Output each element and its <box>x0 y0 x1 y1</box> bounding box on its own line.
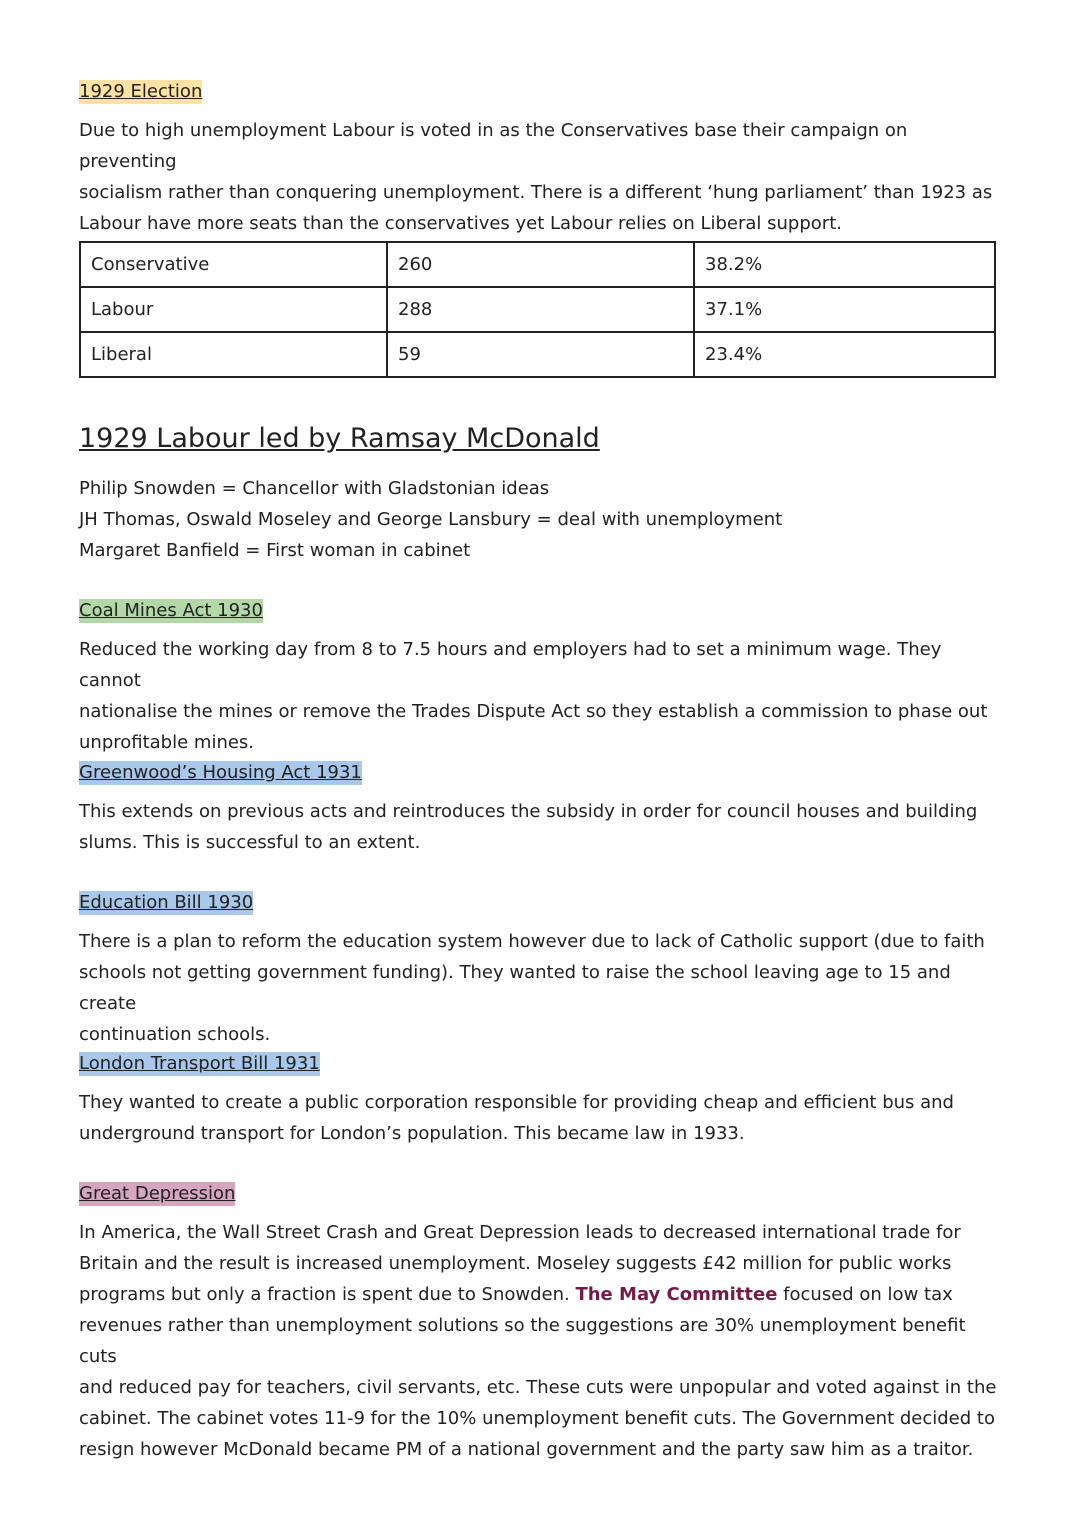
depression-line-2: Britain and the result is increased unemployment. Moseley suggests £42 million for public works <box>79 1253 952 1274</box>
table-cell-vote-share: 38.2% <box>694 242 995 287</box>
depression-line-3-start: programs but only a fraction is spent due to Snowden. <box>79 1284 576 1305</box>
education-line-3: continuation schools. <box>79 1024 271 1045</box>
depression-line-3-end: focused on low tax <box>777 1284 953 1305</box>
depression-line-5: and reduced pay for teachers, civil servants, etc. These cuts were unpopular and voted against in the <box>79 1377 997 1398</box>
table-cell-party: Liberal <box>80 332 387 377</box>
heading-1929-election: 1929 Election <box>79 81 203 102</box>
labour-cabinet-list <box>79 473 999 566</box>
heading-housing-act: Greenwood’s Housing Act 1931 <box>79 762 362 783</box>
table-cell-party: Labour <box>80 287 387 332</box>
table-cell-vote-share: 37.1% <box>694 287 995 332</box>
heading-london-transport-bill: London Transport Bill 1931 <box>79 1053 320 1074</box>
section-title-labour: 1929 Labour led by Ramsay McDonald <box>79 423 600 454</box>
table-row <box>80 287 995 332</box>
heading-coal-mines-act: Coal Mines Act 1930 <box>79 600 263 621</box>
heading-great-depression: Great Depression <box>79 1183 236 1204</box>
cabinet-line-3: Margaret Banfield = First woman in cabinet <box>79 540 471 561</box>
election-line-2: socialism rather than conquering unemployment. There is a different ‘hung parliament’ than 1923 as <box>79 182 993 203</box>
table-cell-vote-share: 23.4% <box>694 332 995 377</box>
depression-line-6: cabinet. The cabinet votes 11-9 for the 10% unemployment benefit cuts. The Government decided to <box>79 1408 995 1429</box>
table-row <box>80 242 995 287</box>
transport-paragraph <box>79 1087 999 1149</box>
election-line-3: Labour have more seats than the conservatives yet Labour relies on Liberal support. <box>79 213 842 234</box>
education-line-2: schools not getting government funding). They wanted to raise the school leaving age to 15 and create <box>79 962 951 1014</box>
election-results-table <box>79 241 996 378</box>
coal-line-2: nationalise the mines or remove the Trades Dispute Act so they establish a commission to phase out <box>79 701 988 722</box>
table-cell-seats: 288 <box>387 287 694 332</box>
coal-line-3: unprofitable mines. <box>79 732 255 753</box>
cabinet-line-2: JH Thomas, Oswald Moseley and George Lansbury = deal with unemployment <box>79 509 783 530</box>
coal-line-1: Reduced the working day from 8 to 7.5 hours and employers had to set a minimum wage. They cannot <box>79 639 942 691</box>
transport-line-2: underground transport for London’s population. This became law in 1933. <box>79 1123 745 1144</box>
table-cell-seats: 59 <box>387 332 694 377</box>
election-line-1: Due to high unemployment Labour is voted in as the Conservatives base their campaign on preventing <box>79 120 908 172</box>
coal-mines-paragraph <box>79 634 999 758</box>
heading-education-bill: Education Bill 1930 <box>79 892 254 913</box>
housing-line-1: This extends on previous acts and reintroduces the subsidy in order for council houses and building <box>79 801 978 822</box>
may-committee-emphasis: The May Committee <box>575 1284 778 1305</box>
table-cell-party: Conservative <box>80 242 387 287</box>
table-cell-seats: 260 <box>387 242 694 287</box>
depression-paragraph <box>79 1217 999 1465</box>
election-paragraph <box>79 115 999 239</box>
depression-line-4: revenues rather than unemployment solutions so the suggestions are 30% unemployment benefit cuts <box>79 1315 966 1367</box>
transport-line-1: They wanted to create a public corporation responsible for providing cheap and efficient bus and <box>79 1092 954 1113</box>
table-row <box>80 332 995 377</box>
education-paragraph <box>79 926 999 1050</box>
housing-paragraph <box>79 796 999 858</box>
education-line-1: There is a plan to reform the education system however due to lack of Catholic support (due to faith <box>79 931 985 952</box>
housing-line-2: slums. This is successful to an extent. <box>79 832 421 853</box>
depression-line-7: resign however McDonald became PM of a national government and the party saw him as a traitor. <box>79 1439 974 1460</box>
depression-line-1: In America, the Wall Street Crash and Great Depression leads to decreased international trade for <box>79 1222 961 1243</box>
cabinet-line-1: Philip Snowden = Chancellor with Gladstonian ideas <box>79 478 550 499</box>
